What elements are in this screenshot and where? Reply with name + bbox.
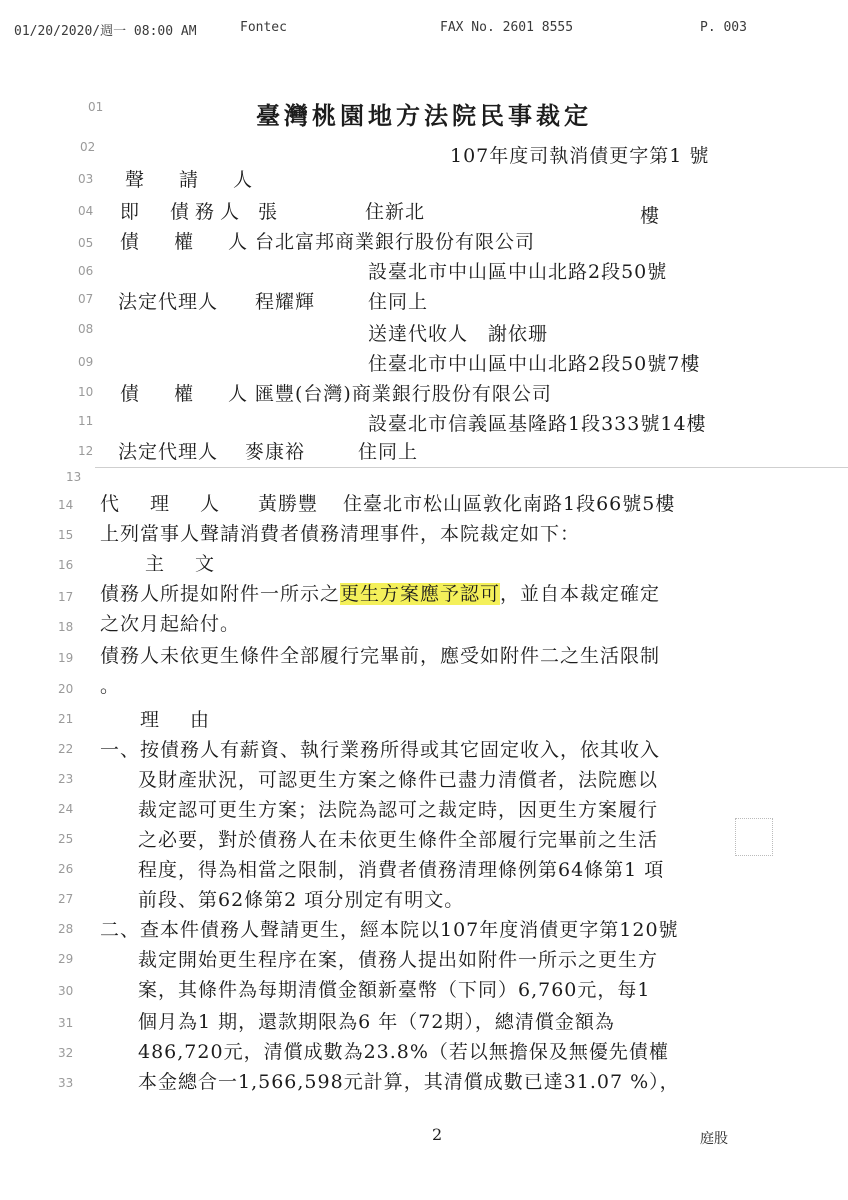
line-number: 13	[66, 470, 82, 484]
rep1-name: 程耀輝	[255, 291, 316, 313]
line-number: 14	[58, 498, 74, 512]
reason2-line: 本金總合一1,566,598元計算，其清償成數已達31.07 %），	[138, 1071, 680, 1093]
debtor-label: 即 債務人	[120, 201, 246, 223]
main-heading: 主 文	[145, 553, 221, 575]
reason1-line: 程度，得為相當之限制，消費者債務清理條例第64條第1 項	[138, 859, 665, 881]
line-number: 26	[58, 862, 74, 876]
line-number: 18	[58, 620, 74, 634]
line-number: 28	[58, 922, 74, 936]
line-number: 04	[78, 204, 94, 218]
applicant-label: 聲 請 人	[125, 169, 261, 191]
creditor2-address: 設臺北市信義區基隆路1段333號14樓	[368, 413, 707, 435]
reason1-line: 裁定認可更生方案；法院為認可之裁定時，因更生方案履行	[138, 799, 659, 821]
main-text-line-2: 之次月起給付。	[100, 613, 241, 635]
fax-number: FAX No. 2601 8555	[440, 20, 574, 35]
creditor1-label: 債 權 人	[120, 231, 256, 253]
line-number: 17	[58, 590, 74, 604]
rep2-label: 法定代理人	[118, 441, 219, 463]
rep1-address: 住同上	[368, 291, 429, 313]
reason2-line: 二、查本件債務人聲請更生，經本院以107年度消債更字第120號	[100, 919, 679, 941]
line-number: 10	[78, 385, 94, 399]
main-text-line-4: 。	[100, 675, 121, 697]
line-number: 25	[58, 832, 74, 846]
agent2-label: 代 理 人	[100, 493, 226, 515]
line-number: 32	[58, 1046, 74, 1060]
agent2-name: 黃勝豐	[258, 493, 319, 515]
rep1-label: 法定代理人	[118, 291, 219, 313]
line-number: 24	[58, 802, 74, 816]
debtor-name: 張	[258, 201, 339, 223]
main-text-segment: 債務人所提如附件一所示之	[100, 583, 341, 605]
service-agent-address: 住臺北市中山區中山北路2段50號7樓	[368, 353, 701, 375]
main-text-line-1	[100, 582, 660, 606]
line-number: 21	[58, 712, 74, 726]
reason1-line: 前段、第62條第2 項分別定有明文。	[138, 889, 465, 911]
creditor2-label: 債 權 人	[120, 383, 256, 405]
binding-hole-marks	[735, 818, 773, 856]
line-number: 16	[58, 558, 74, 572]
line-number: 15	[58, 528, 74, 542]
line-number: 06	[78, 264, 94, 278]
line-number: 01	[88, 100, 104, 114]
reason1-line: 及財產狀況，可認更生方案之條件已盡力清償者，法院應以	[138, 769, 659, 791]
line-number: 09	[78, 355, 94, 369]
reason1-line: 之必要，對於債務人在未依更生條件全部履行完畢前之生活	[138, 829, 659, 851]
reason2-line: 裁定開始更生程序在案，債務人提出如附件一所示之更生方	[138, 949, 659, 971]
line-number: 23	[58, 772, 74, 786]
reason1-line: 一、按債務人有薪資、執行業務所得或其它固定收入，依其收入	[100, 739, 661, 761]
page-number: 2	[432, 1125, 443, 1144]
debtor-address-end: 樓	[640, 205, 661, 227]
line-number: 27	[58, 892, 74, 906]
creditor2-name: 匯豐(台灣)商業銀行股份有限公司	[255, 383, 552, 405]
service-agent: 送達代收人 謝依珊	[368, 323, 549, 345]
court-unit: 庭股	[700, 1131, 728, 1147]
line-number: 03	[78, 172, 94, 186]
reason2-line: 個月為1 期，還款期限為6 年（72期），總清償金額為	[138, 1011, 615, 1033]
fax-page: P. 003	[700, 20, 747, 35]
line-number: 20	[58, 682, 74, 696]
reason2-line: 486,720元，清償成數為23.8%（若以無擔保及無優先債權	[138, 1041, 669, 1063]
main-text-line-3: 債務人未依更生條件全部履行完畢前，應受如附件二之生活限制	[100, 645, 661, 667]
preamble: 上列當事人聲請消費者債務清理事件，本院裁定如下：	[100, 523, 581, 545]
creditor1-name: 台北富邦商業銀行股份有限公司	[255, 231, 536, 253]
document-title: 臺灣桃園地方法院民事裁定	[256, 101, 592, 130]
page-fold-line	[95, 467, 848, 468]
creditor1-address: 設臺北市中山區中山北路2段50號	[368, 261, 668, 283]
agent2-address: 住臺北市松山區敦化南路1段66號5樓	[343, 493, 676, 515]
line-number: 12	[78, 444, 94, 458]
line-number: 02	[80, 140, 96, 154]
line-number: 29	[58, 952, 74, 966]
reason-heading: 理 由	[140, 709, 216, 731]
line-number: 05	[78, 236, 94, 250]
rep2-address: 住同上	[358, 441, 419, 463]
line-number: 08	[78, 322, 94, 336]
rep2-name: 麥康裕	[245, 441, 306, 463]
main-text-segment: ，並自本裁定確定	[500, 583, 661, 605]
highlighted-text: 更生方案應予認可	[340, 583, 501, 605]
line-number: 33	[58, 1076, 74, 1090]
line-number: 11	[78, 414, 94, 428]
line-number: 30	[58, 984, 74, 998]
line-number: 19	[58, 651, 74, 665]
line-number: 22	[58, 742, 74, 756]
reason2-line: 案，其條件為每期清償金額新臺幣（下同）6,760元，每1	[138, 979, 651, 1001]
line-number: 31	[58, 1016, 74, 1030]
line-number: 07	[78, 292, 94, 306]
fax-sender: Fontec	[240, 20, 287, 35]
case-number: 107年度司執消債更字第1 號	[450, 145, 710, 167]
fax-datetime: 01/20/2020/週一 08:00 AM	[14, 24, 197, 39]
debtor-address: 住新北	[365, 201, 426, 223]
